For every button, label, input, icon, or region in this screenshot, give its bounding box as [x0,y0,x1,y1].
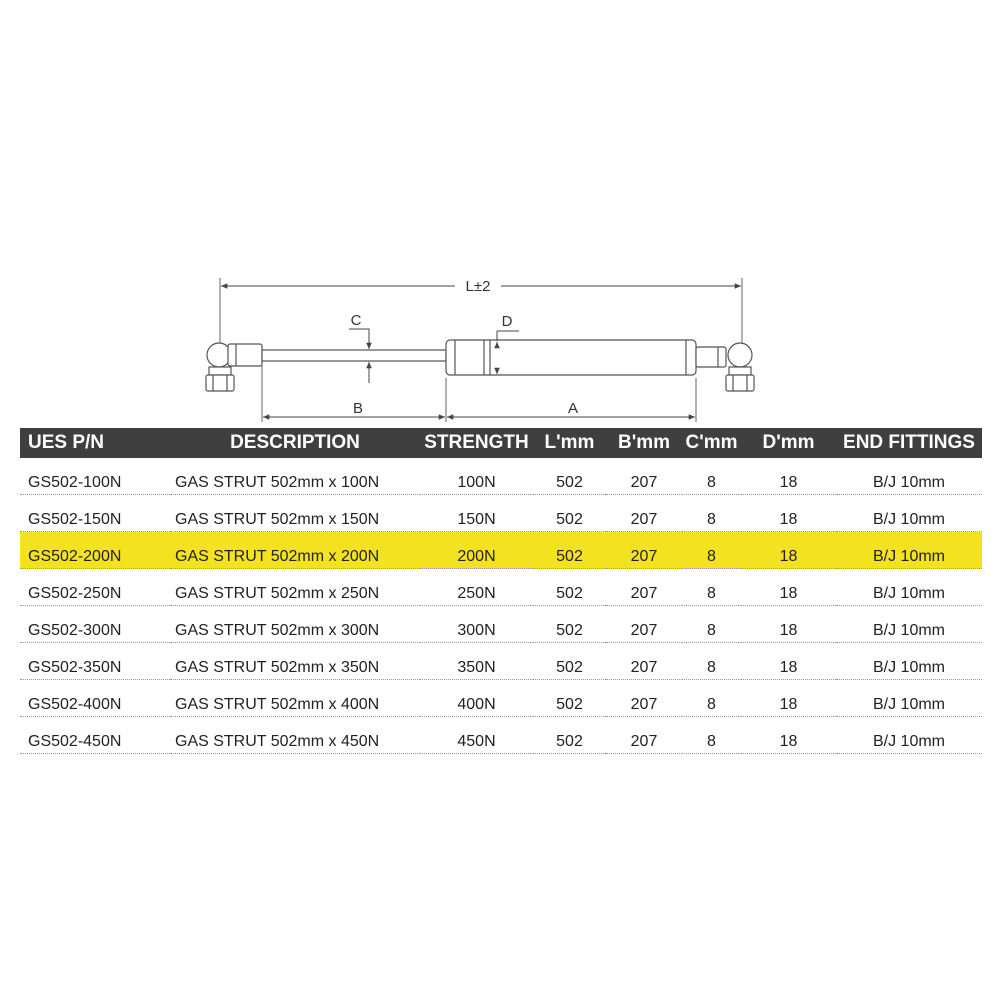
cell-part-number: GS502-150N [20,495,170,532]
spec-table [20,428,982,754]
cell-b: 207 [606,532,682,569]
left-ball-joint [206,343,262,391]
cell-description: GAS STRUT 502mm x 250N [170,569,420,606]
table-header-row [20,428,982,458]
cell-description: GAS STRUT 502mm x 400N [170,680,420,717]
cell-strength: 300N [420,606,533,643]
cell-length: 502 [533,643,606,680]
cell-length: 502 [533,569,606,606]
table-row [20,532,982,569]
cell-strength: 450N [420,717,533,754]
cell-part-number: GS502-450N [20,717,170,754]
cell-b: 207 [606,643,682,680]
cell-b: 207 [606,606,682,643]
dimension-label-c: C [350,312,362,329]
cell-end-fittings: B/J 10mm [836,458,982,495]
cell-length: 502 [533,680,606,717]
dimension-label-b: B [352,400,364,417]
dimension-label-l: L±2 [465,278,491,295]
table-row [20,569,982,606]
cell-length: 502 [533,532,606,569]
cell-description: GAS STRUT 502mm x 350N [170,643,420,680]
cell-b: 207 [606,495,682,532]
right-ball-joint [696,343,754,391]
cell-d: 18 [741,606,836,643]
table-row [20,458,982,495]
cell-part-number: GS502-300N [20,606,170,643]
cell-d: 18 [741,532,836,569]
cell-description: GAS STRUT 502mm x 300N [170,606,420,643]
dimension-label-a: A [567,400,579,417]
cell-length: 502 [533,458,606,495]
cell-part-number: GS502-250N [20,569,170,606]
cell-end-fittings: B/J 10mm [836,643,982,680]
cell-d: 18 [741,458,836,495]
table-row [20,717,982,754]
cell-c: 8 [682,643,741,680]
header-description: DESCRIPTION [230,432,360,453]
header-end-fittings: END FITTINGS [843,432,975,453]
gas-strut [206,340,754,391]
table-row [20,643,982,680]
cell-strength: 250N [420,569,533,606]
cell-description: GAS STRUT 502mm x 100N [170,458,420,495]
cell-c: 8 [682,606,741,643]
cell-length: 502 [533,495,606,532]
header-strength: STRENGTH [424,432,529,453]
gas-strut-diagram [0,0,1000,425]
cell-description: GAS STRUT 502mm x 200N [170,532,420,569]
dimension-label-d: D [501,313,513,330]
cell-part-number: GS502-200N [20,532,170,569]
cell-strength: 100N [420,458,533,495]
cell-d: 18 [741,569,836,606]
cell-description: GAS STRUT 502mm x 150N [170,495,420,532]
cell-c: 8 [682,495,741,532]
cell-c: 8 [682,458,741,495]
cell-end-fittings: B/J 10mm [836,606,982,643]
cell-length: 502 [533,606,606,643]
cell-d: 18 [741,680,836,717]
header-part-number: UES P/N [28,432,105,453]
cell-end-fittings: B/J 10mm [836,717,982,754]
cell-part-number: GS502-350N [20,643,170,680]
cell-length: 502 [533,717,606,754]
cell-strength: 200N [420,532,533,569]
cell-b: 207 [606,569,682,606]
cell-part-number: GS502-100N [20,458,170,495]
cell-end-fittings: B/J 10mm [836,532,982,569]
cell-strength: 350N [420,643,533,680]
cell-strength: 400N [420,680,533,717]
header-d: D'mm [762,432,815,453]
cell-end-fittings: B/J 10mm [836,680,982,717]
cell-part-number: GS502-400N [20,680,170,717]
cell-c: 8 [682,680,741,717]
table-row [20,680,982,717]
cell-c: 8 [682,569,741,606]
cylinder [446,340,696,375]
header-length: L'mm [544,432,595,453]
length-dimension [220,276,742,345]
rod-diameter-dimension [349,312,369,383]
cell-end-fittings: B/J 10mm [836,495,982,532]
cell-c: 8 [682,717,741,754]
cell-d: 18 [741,717,836,754]
cell-b: 207 [606,458,682,495]
piston-rod [262,350,446,361]
cell-d: 18 [741,495,836,532]
cell-description: GAS STRUT 502mm x 450N [170,717,420,754]
cell-end-fittings: B/J 10mm [836,569,982,606]
table-row [20,495,982,532]
cell-d: 18 [741,643,836,680]
table-row [20,606,982,643]
cell-b: 207 [606,680,682,717]
cell-b: 207 [606,717,682,754]
header-c: C'mm [685,432,738,453]
header-b: B'mm [617,432,671,453]
cell-c: 8 [682,532,741,569]
cell-strength: 150N [420,495,533,532]
